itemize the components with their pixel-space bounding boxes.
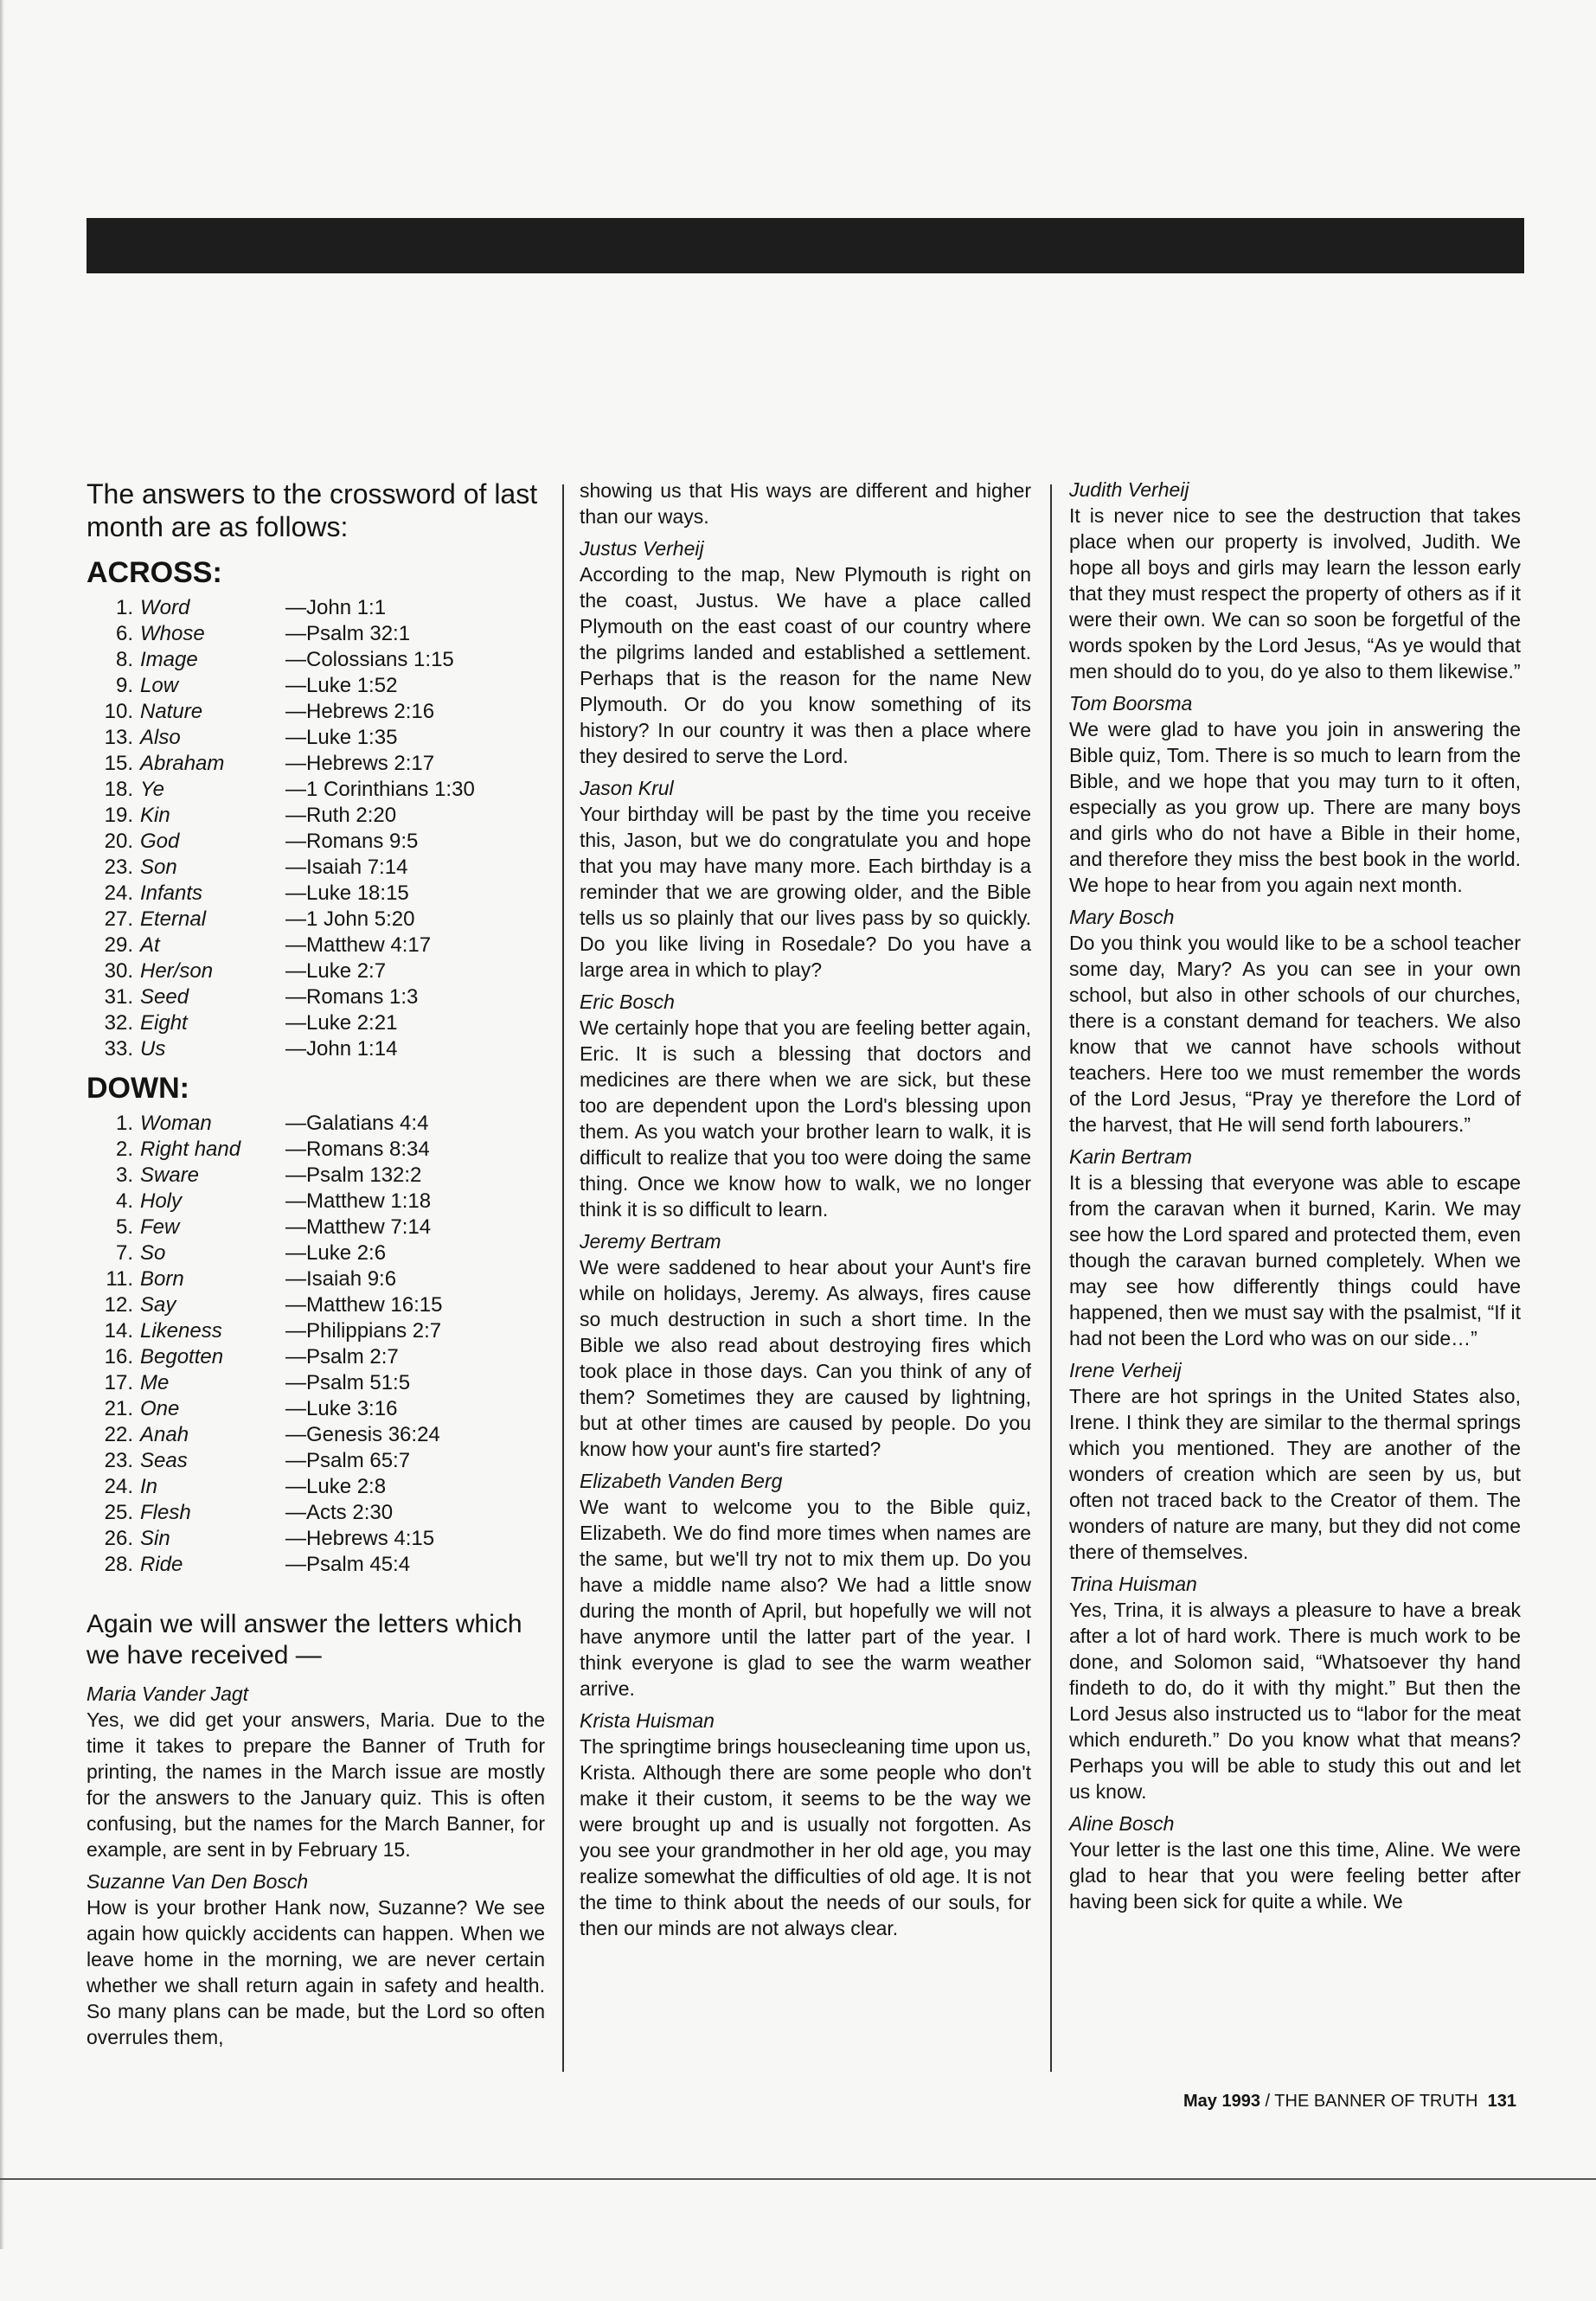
clue-number: 27. — [104, 907, 133, 931]
clue-number: 22. — [104, 1423, 133, 1446]
clue-answer: Eight — [140, 1011, 188, 1035]
footer-separator: / — [1259, 2092, 1275, 2111]
clue-row — [87, 1163, 545, 1189]
clue-answer: Anah — [140, 1423, 189, 1446]
letter-entry — [580, 1229, 1031, 1462]
clue-reference: —Hebrews 2:16 — [285, 700, 435, 723]
clue-reference: —Luke 1:52 — [285, 674, 398, 697]
clue-reference: —Luke 2:21 — [285, 1011, 398, 1035]
letter-reply: How is your brother Hank now, Suzanne? We see again how quickly accidents can happen. When we leave home in the morning, we are never certain whether we shall return again in safety and health. So many plans can be made, but the Lord so often overrules them, — [87, 1896, 545, 2048]
clue-number: 26. — [104, 1527, 133, 1550]
clue-row — [87, 1111, 545, 1137]
letter-entry — [87, 1869, 545, 2050]
clue-row — [87, 725, 545, 751]
clue-row — [87, 933, 545, 958]
clue-reference: —Luke 3:16 — [285, 1397, 398, 1420]
clue-answer: Sware — [140, 1163, 200, 1187]
crossword-intro: The answers to the crossword of last month are as follows: — [87, 478, 538, 542]
letter-author: Irene Verheij — [1069, 1359, 1182, 1381]
clue-row — [87, 881, 545, 907]
clue-reference: —Acts 2:30 — [285, 1501, 394, 1524]
clue-row — [87, 1526, 545, 1552]
clue-answer: Likeness — [140, 1319, 222, 1343]
column-divider — [1050, 484, 1052, 2072]
clue-number: 1. — [115, 596, 133, 619]
clue-reference: —Genesis 36:24 — [285, 1423, 440, 1446]
clue-row — [87, 855, 545, 881]
clue-row — [87, 1370, 545, 1396]
letter-reply: The springtime brings housecleaning time upon us, Krista. Although there are some people who don't make it their custom, it seems to be the way we were brought up and is usually not forgotten. As you see your grandmother in her old age, you may realize somewhat the difficulties of old age. It is not the time to think about the needs of our souls, for then our minds are not always clear. — [580, 1735, 1031, 1939]
clue-row — [87, 1137, 545, 1163]
clue-answer: Low — [140, 674, 179, 697]
letter-reply: Do you think you would like to be a school teacher some day, Mary? As you can see in your own school, but also in other schools of our churches, there is a constant demand for teachers. We also know that we cannot have schools without teachers. Here too we must remember the words of the Lord Jesus, “Pray ye therefore the Lord of the harvest, that He will send forth labourers.” — [1069, 932, 1521, 1136]
letter-entry — [1069, 1572, 1521, 1804]
clue-answer: Nature — [140, 700, 203, 723]
letter-reply: Your letter is the last one this time, Aline. We were glad to hear that you were feeling better after having been sick for quite a while. We — [1069, 1838, 1521, 1913]
clue-reference: —Romans 8:34 — [285, 1138, 430, 1161]
clue-reference: —Psalm 51:5 — [285, 1371, 411, 1394]
clue-number: 2. — [115, 1138, 133, 1161]
clue-number: 1. — [115, 1112, 133, 1135]
clue-answer: One — [140, 1397, 180, 1420]
clue-number: 16. — [104, 1345, 133, 1368]
across-heading: ACROSS: — [87, 556, 222, 589]
down-answer-list — [87, 1111, 545, 1578]
clue-number: 21. — [104, 1397, 133, 1420]
clue-reference: —Hebrews 4:15 — [285, 1527, 435, 1550]
page-bottom-rule — [0, 2178, 1596, 2180]
clue-answer: Say — [140, 1293, 176, 1317]
letter-entry — [580, 990, 1031, 1222]
letter-entry — [580, 536, 1031, 769]
clue-row — [87, 1292, 545, 1318]
clue-number: 7. — [115, 1241, 133, 1265]
clue-reference: —Luke 18:15 — [285, 881, 409, 905]
clue-answer: At — [140, 933, 160, 957]
clue-answer: Holy — [140, 1189, 183, 1213]
letter-entry — [1069, 1358, 1521, 1565]
clue-row — [87, 751, 545, 777]
clue-number: 20. — [104, 830, 133, 853]
clue-answer: Woman — [140, 1112, 212, 1135]
clue-row — [87, 1318, 545, 1344]
clue-reference: —Matthew 7:14 — [285, 1215, 432, 1239]
clue-row — [87, 777, 545, 803]
column-left — [87, 478, 545, 2057]
header-banner — [87, 218, 1524, 273]
letter-reply: We were saddened to hear about your Aunt's fire while on holidays, Jeremy. As always, fires cause so much destruction in such a short time. In the Bible we also read about destroying fires which took place in those days. Can you think of any of them? Sometimes they are caused by lightning, but at other times are caused by people. Do you know how your aunt's fire started? — [580, 1256, 1031, 1460]
clue-answer: Whose — [140, 622, 205, 645]
clue-reference: —Psalm 45:4 — [285, 1553, 411, 1576]
clue-reference: —Matthew 16:15 — [285, 1293, 443, 1317]
clue-row — [87, 621, 545, 647]
clue-number: 25. — [104, 1501, 133, 1524]
clue-row — [87, 907, 545, 933]
clue-row — [87, 673, 545, 699]
clue-reference: —Romans 1:3 — [285, 985, 419, 1009]
letter-author: Judith Verheij — [1069, 478, 1189, 501]
clue-number: 14. — [104, 1319, 133, 1343]
clue-row — [87, 984, 545, 1010]
letter-reply: Your birthday will be past by the time you receive this, Jason, but we do congratulate you and hope that you may have many more. Each birthday is a reminder that we are growing older, and the Bible tells us so plainly that our lives pass by so quickly. Do you like living in Rosedale? Do you have a large area in which to play? — [580, 803, 1031, 981]
clue-row — [87, 1215, 545, 1240]
clue-reference: —Isaiah 7:14 — [285, 856, 408, 879]
letter-author: Suzanne Van Den Bosch — [87, 1870, 309, 1893]
clue-number: 10. — [104, 700, 133, 723]
clue-reference: —Luke 1:35 — [285, 726, 398, 749]
letter-entry — [580, 776, 1031, 983]
clue-row — [87, 1422, 545, 1448]
clue-answer: Flesh — [140, 1501, 191, 1524]
letter-reply: According to the map, New Plymouth is right on the coast, Justus. We have a place called Plymouth on the east coast of our country where the pilgrims landed and established a settlement. Perhaps that is the reason for the name New Plymouth. Or do you know something of its history? In our country it was then a place where they desired to serve the Lord. — [580, 563, 1031, 767]
clue-reference: —Luke 2:8 — [285, 1475, 387, 1498]
letter-reply: There are hot springs in the United States also, Irene. I think they are similar to the thermal springs which you mentioned. They are another of the wonders of creation which are seen by us, but often not traced back to the Creator of them. The wonders of nature are many, but they did not come there of themselves. — [1069, 1385, 1521, 1563]
clue-row — [87, 1036, 545, 1062]
letter-author: Aline Bosch — [1069, 1812, 1175, 1835]
clue-reference: —Ruth 2:20 — [285, 804, 397, 827]
clue-row — [87, 595, 545, 621]
letter-author: Tom Boorsma — [1069, 692, 1193, 715]
letter-author: Maria Vander Jagt — [87, 1682, 249, 1705]
clue-number: 8. — [115, 648, 133, 671]
clue-reference: —1 Corinthians 1:30 — [285, 778, 475, 801]
clue-row — [87, 1474, 545, 1500]
clue-reference: —1 John 5:20 — [285, 907, 415, 931]
clue-row — [87, 958, 545, 984]
clue-number: 19. — [104, 804, 133, 827]
clue-row — [87, 1010, 545, 1036]
clue-answer: Also — [140, 726, 181, 749]
clue-number: 9. — [115, 674, 133, 697]
clue-number: 31. — [104, 985, 133, 1009]
clue-answer: Kin — [140, 804, 170, 827]
clue-answer: Begotten — [140, 1345, 224, 1368]
letter-entry — [1069, 478, 1521, 684]
letter-author: Karin Bertram — [1069, 1145, 1192, 1168]
clue-row — [87, 1448, 545, 1474]
clue-answer: Her/son — [140, 959, 214, 983]
letter-reply: Yes, Trina, it is always a pleasure to have a break after a lot of hard work. There is much work to be done, and Solomon said, “Whatsoever thy hand findeth to do, do it with thy might.” But then the Lord Jesus also instructed us to “labor for the meat which endureth.” Do you know what that means? Perhaps you will be able to study this out and let us know. — [1069, 1599, 1521, 1803]
clue-answer: Seed — [140, 985, 189, 1009]
clue-number: 23. — [104, 1449, 133, 1472]
clue-reference: —Luke 2:7 — [285, 959, 387, 983]
clue-answer: Us — [140, 1037, 166, 1061]
footer-issue-date: May 1993 — [1183, 2092, 1260, 2111]
clue-number: 11. — [106, 1267, 133, 1291]
letter-continuation: showing us that His ways are different and higher than our ways. — [580, 479, 1031, 528]
clue-row — [87, 647, 545, 673]
clue-row — [87, 1240, 545, 1266]
clue-row — [87, 829, 545, 855]
clue-row — [87, 699, 545, 725]
clue-number: 23. — [104, 856, 133, 879]
letter-author: Jason Krul — [580, 777, 674, 799]
clue-reference: —Psalm 2:7 — [285, 1345, 399, 1368]
clue-row — [87, 1189, 545, 1215]
column-middle — [580, 478, 1031, 1948]
clue-number: 18. — [104, 778, 133, 801]
letter-list — [580, 536, 1031, 1941]
letter-entry — [87, 1682, 545, 1862]
clue-number: 24. — [104, 1475, 133, 1498]
clue-row — [87, 1396, 545, 1422]
clue-answer: In — [140, 1475, 158, 1498]
clue-answer: Born — [140, 1267, 184, 1291]
clue-reference: —Psalm 65:7 — [285, 1449, 411, 1472]
clue-number: 6. — [115, 622, 133, 645]
letter-author: Krista Huisman — [580, 1709, 715, 1732]
page-number: 131 — [1487, 2092, 1516, 2111]
clue-number: 15. — [104, 752, 133, 775]
column-divider — [562, 484, 564, 2072]
clue-reference: —Philippians 2:7 — [285, 1319, 442, 1343]
clue-reference: —Matthew 4:17 — [285, 933, 432, 957]
column-right — [1069, 478, 1521, 1921]
clue-reference: —Psalm 32:1 — [285, 622, 411, 645]
clue-number: 4. — [115, 1189, 133, 1213]
letter-entry — [580, 1469, 1031, 1702]
clue-number: 17. — [104, 1371, 133, 1394]
letter-author: Mary Bosch — [1069, 906, 1175, 928]
letter-list — [87, 1682, 545, 2050]
clue-number: 3. — [115, 1163, 133, 1187]
clue-answer: Seas — [140, 1449, 188, 1472]
clue-row — [87, 1500, 545, 1526]
clue-answer: Ye — [140, 778, 165, 801]
clue-reference: —Hebrews 2:17 — [285, 752, 435, 775]
letter-entry — [1069, 905, 1521, 1138]
clue-answer: Eternal — [140, 907, 207, 931]
clue-row — [87, 1344, 545, 1370]
clue-number: 24. — [104, 881, 133, 905]
clue-row — [87, 1552, 545, 1578]
letter-entry — [1069, 1144, 1521, 1351]
letter-reply: It is a blessing that everyone was able to escape from the caravan when it burned, Karin. We may see how the Lord spared and protected them, even though the caravan burned completely. When we may see how differently things could have happened, then we must say with the psalmist, “If it had not been the Lord who was on our side…” — [1069, 1171, 1521, 1349]
clue-answer: Son — [140, 856, 177, 879]
clue-row — [87, 803, 545, 829]
clue-row — [87, 1266, 545, 1292]
letter-reply: We want to welcome you to the Bible quiz, Elizabeth. We do find more times when names are the same, but we'll try not to mix them up. Do you have a middle name also? We had a little snow during the month of April, but hopefully we will not have anymore until the latter part of the year. I think everyone is glad to see the warm weather arrive. — [580, 1496, 1031, 1700]
clue-number: 28. — [104, 1553, 133, 1576]
clue-number: 13. — [104, 726, 133, 749]
clue-answer: Sin — [140, 1527, 170, 1550]
clue-answer: God — [140, 830, 180, 853]
letter-entry — [1069, 691, 1521, 898]
page-edge-shadow — [0, 0, 4, 2249]
clue-reference: —Romans 9:5 — [285, 830, 419, 853]
letter-author: Jeremy Bertram — [580, 1230, 721, 1253]
clue-number: 12. — [104, 1293, 133, 1317]
clue-answer: Abraham — [140, 752, 225, 775]
letter-entry — [1069, 1811, 1521, 1914]
letter-author: Eric Bosch — [580, 990, 675, 1013]
down-heading: DOWN: — [87, 1072, 189, 1105]
clue-reference: —Colossians 1:15 — [285, 648, 454, 671]
clue-number: 5. — [115, 1215, 133, 1239]
clue-answer: Image — [140, 648, 198, 671]
clue-number: 33. — [104, 1037, 133, 1061]
letter-author: Elizabeth Vanden Berg — [580, 1470, 783, 1492]
letter-entry — [580, 1708, 1031, 1941]
clue-number: 29. — [104, 933, 133, 957]
clue-reference: —Isaiah 9:6 — [285, 1267, 397, 1291]
letter-author: Trina Huisman — [1069, 1573, 1197, 1595]
letters-intro: Again we will answer the letters which we have received — — [87, 1610, 522, 1670]
letter-list — [1069, 478, 1521, 1914]
clue-answer: So — [140, 1241, 166, 1265]
letter-author: Justus Verheij — [580, 537, 704, 560]
letter-reply: We were glad to have you join in answering the Bible quiz, Tom. There is so much to learn from the Bible, and we hope that you may turn to it often, especially as you grow up. There are many boys and girls who do not have a Bible in their home, and therefore they miss the best book in the world. We hope to hear from you again next month. — [1069, 718, 1521, 896]
clue-answer: Ride — [140, 1553, 183, 1576]
clue-answer: Word — [140, 596, 190, 619]
clue-reference: —John 1:14 — [285, 1037, 398, 1061]
across-answer-list — [87, 595, 545, 1062]
clue-reference: —John 1:1 — [285, 596, 387, 619]
page-footer — [1183, 2092, 1516, 2112]
clue-reference: —Galatians 4:4 — [285, 1112, 429, 1135]
clue-answer: Few — [140, 1215, 180, 1239]
clue-number: 30. — [104, 959, 133, 983]
clue-reference: —Matthew 1:18 — [285, 1189, 432, 1213]
footer-publication: THE BANNER OF TRUTH — [1274, 2092, 1478, 2111]
clue-answer: Me — [140, 1371, 170, 1394]
letter-reply: Yes, we did get your answers, Maria. Due to the time it takes to prepare the Banner of Truth for printing, the names in the March issue are mostly for the answers to the January quiz. This is often confusing, but the names for the March Banner, for example, are sent in by February 15. — [87, 1708, 545, 1861]
clue-answer: Right hand — [140, 1138, 241, 1161]
letter-reply: It is never nice to see the destruction that takes place when our property is involved, Judith. We hope all boys and girls may learn the lesson early that they must respect the property of others as if it were their own. We can so soon be forgetful of the words spoken by the Lord Jesus, “As ye would that men should do to you, do ye also to them likewise.” — [1069, 504, 1521, 683]
clue-number: 32. — [104, 1011, 133, 1035]
letter-reply: We certainly hope that you are feeling better again, Eric. It is such a blessing that doctors and medicines are there when we are sick, but these too are dependent upon the Lord's blessing upon them. As you watch your brother learn to walk, it is difficult to realize that you too were doing the same thing. Once we know how to walk, we no longer think it is so difficult to learn. — [580, 1016, 1031, 1221]
clue-reference: —Psalm 132:2 — [285, 1163, 422, 1187]
clue-answer: Infants — [140, 881, 203, 905]
clue-reference: —Luke 2:6 — [285, 1241, 387, 1265]
